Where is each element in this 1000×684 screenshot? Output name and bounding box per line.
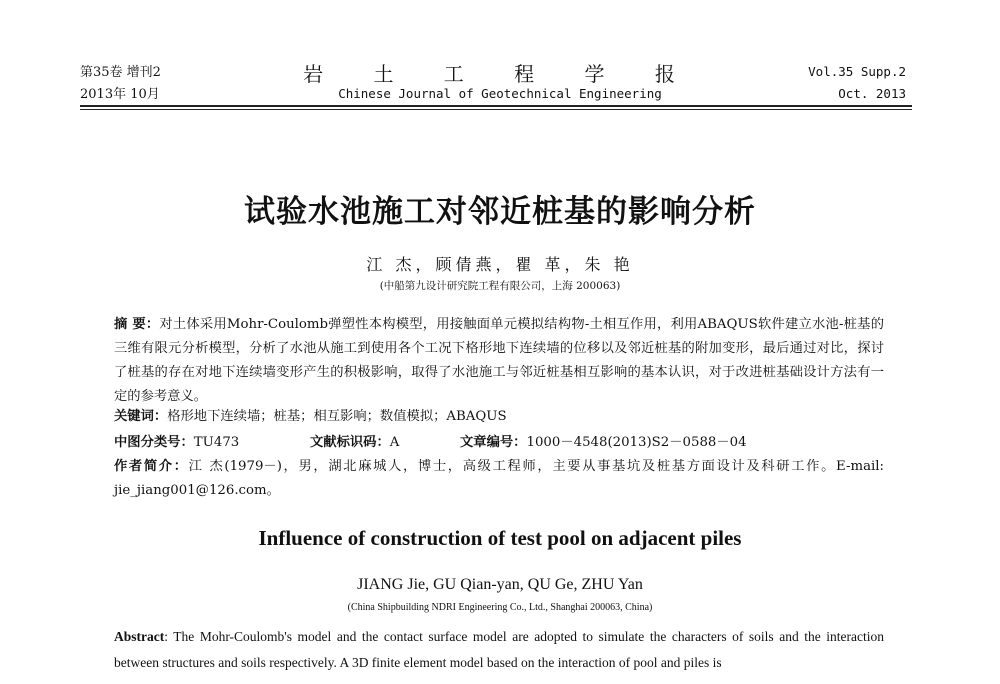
doc-code [310,431,399,450]
abstract-en [114,624,884,676]
abstract-text-cn: 对土体采用Mohr-Coulomb弹塑性本构模型，用接触面单元模拟结构物-土相互作用，利用ABAQUS软件建立水池-桩基的三维有限元分析模型，分析了水池从施工到使用各个工况下格形地下连续墙的位移以及邻近桩基的附加变形，最后通过对比，探讨了桩基的存在对地下连续墙变形产生的积极影响，取得了水池施工与邻近桩基相互影响的基本认识，对于改进桩基础设计方法有一定的参考意义。 [114,317,884,404]
article-no-label: 文章编号： [460,435,527,450]
affiliation-cn: (中船第九设计研究院工程有限公司，上海 200063) [379,280,621,292]
volume-issue-cn: 第35卷 增刊2 [80,65,161,80]
abstract-text-en: : The Mohr-Coulomb's model and the contact surface model are adopted to simulate the characters of soils and the interaction between structures and soils respectively. A 3D finite element model based on the interaction of pool and piles is [114,629,884,670]
clc-label: 中图分类号： [114,435,194,450]
volume-issue-en: Vol.35 Supp.2 [808,64,906,79]
abstract-label-en: Abstract [114,629,165,644]
authors-cn: 江 杰，顾倩燕，瞿 革，朱 艳 [366,255,634,274]
affiliation-en: (China Shipbuilding NDRI Engineering Co., Ltd., Shanghai 200063, China) [347,602,653,613]
date-en: Oct. 2013 [838,86,906,101]
clc-value: TU473 [193,435,240,450]
keywords-text-cn: 格形地下连续墙；桩基；相互影响；数值模拟；ABAQUS [167,409,507,424]
author-bio [114,455,884,503]
classification-row [114,431,239,450]
abstract-label-cn: 摘 要： [114,317,160,332]
authors-en: JIANG Jie, GU Qian-yan, QU Ge, ZHU Yan [357,576,643,593]
article-title-en: Influence of construction of test pool on adjacent piles [258,526,742,550]
header-rule-top [80,105,912,107]
doc-code-label: 文献标识码： [310,435,390,450]
article-number [460,431,747,450]
doc-code-value: A [389,435,400,450]
author-bio-text: 江 杰(1979－)，男，湖北麻城人，博士，高级工程师，主要从事基坑及桩基方面设计及科研工作。E-mail: jie_jiang001@126.com。 [114,459,884,498]
journal-title-en: Chinese Journal of Geotechnical Engineering [338,86,662,101]
keywords-label-cn: 关键词： [114,409,168,424]
abstract-cn [114,313,884,409]
date-cn: 2013年 10月 [80,87,160,102]
author-bio-label: 作者简介： [114,459,189,474]
header-rule-bottom [80,109,912,110]
article-title-cn: 试验水池施工对邻近桩基的影响分析 [244,194,756,230]
article-no-value: 1000－4548(2013)S2－0588－04 [526,435,747,450]
journal-title-cn: 岩 土 工 程 学 报 [303,62,697,86]
keywords-cn [114,405,884,429]
